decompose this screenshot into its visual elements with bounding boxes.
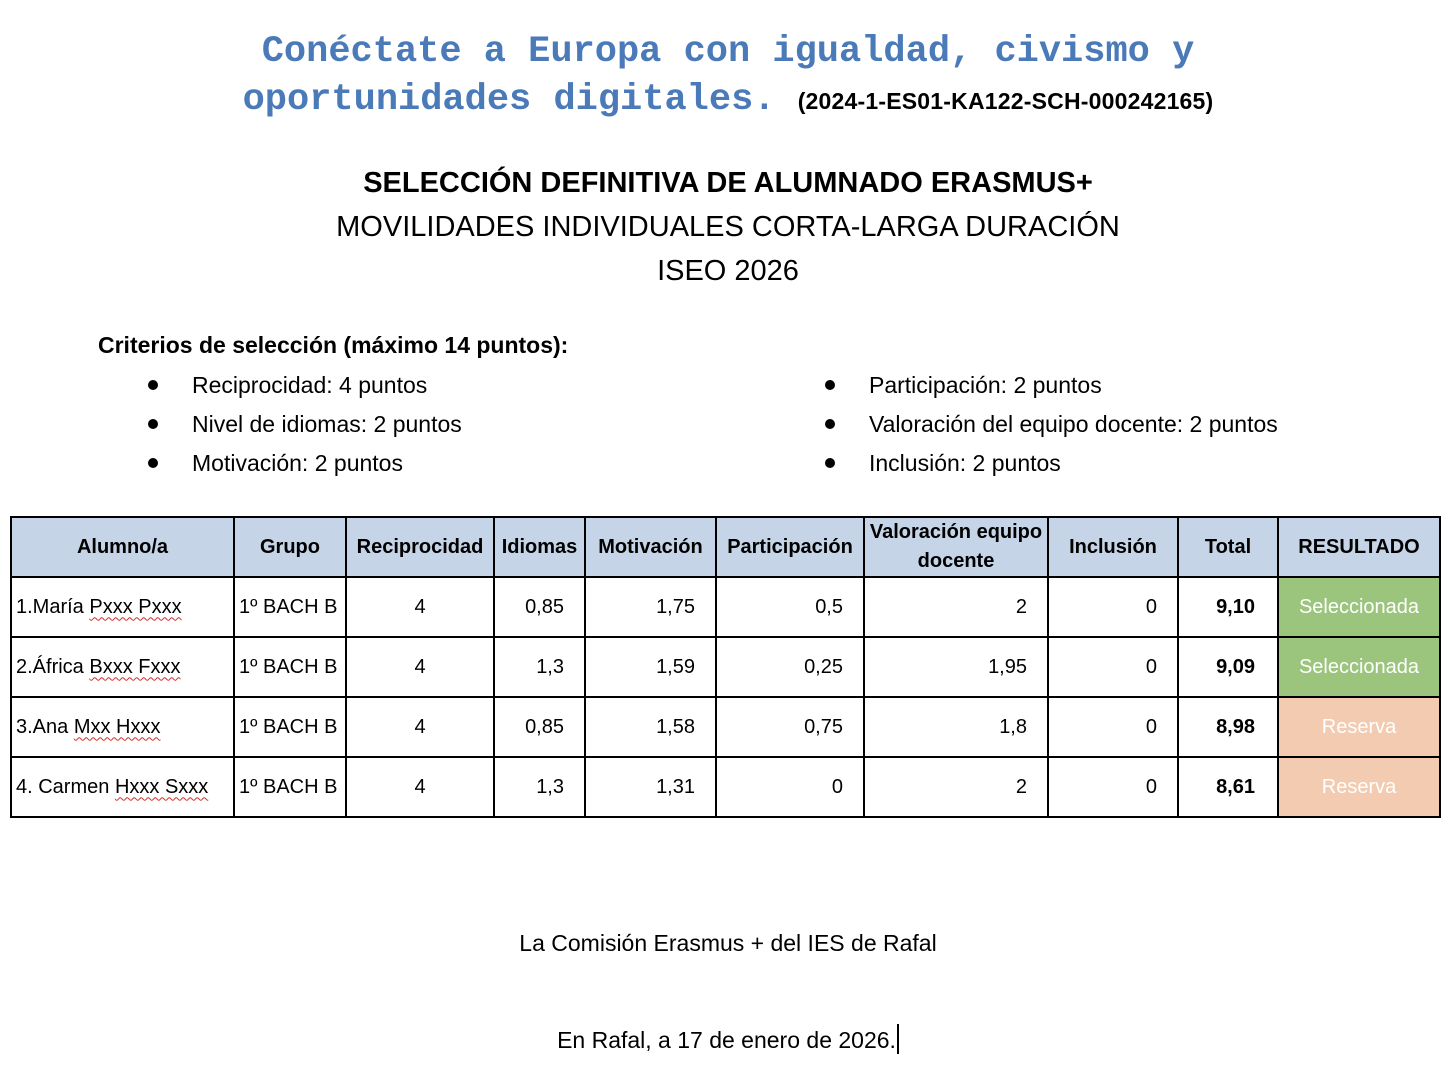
date-line	[0, 1024, 1456, 1055]
cell-resultado: Reserva	[1278, 697, 1440, 757]
student-surnames: Bxxx Fxxx	[89, 655, 181, 678]
header-total: Total	[1178, 517, 1278, 577]
project-title-line-1: Conéctate a Europa con igualdad, civismo y	[261, 31, 1195, 73]
cell-reciprocidad: 4	[346, 577, 494, 637]
commission-signature: La Comisión Erasmus + del IES de Rafal	[519, 930, 937, 956]
cell-resultado: Seleccionada	[1278, 637, 1440, 697]
criteria-item: Motivación: 2 puntos	[145, 448, 462, 487]
cell-group: 1º BACH B	[234, 577, 346, 637]
table-row	[11, 577, 1440, 637]
cell-motivacion: 1,75	[585, 577, 716, 637]
text-cursor	[897, 1024, 899, 1054]
cell-reciprocidad: 4	[346, 697, 494, 757]
bullet-icon	[825, 380, 835, 390]
table-header-row	[11, 517, 1440, 577]
project-title	[0, 28, 1456, 125]
cell-group: 1º BACH B	[234, 757, 346, 817]
cell-inclusion: 0	[1048, 697, 1178, 757]
student-surnames: Hxxx Sxxx	[114, 775, 209, 798]
criteria-list-left	[145, 370, 462, 487]
cell-idiomas: 1,3	[494, 637, 585, 697]
cell-total: 8,98	[1178, 697, 1278, 757]
criteria-item: Inclusión: 2 puntos	[822, 448, 1278, 487]
header-resultado: RESULTADO	[1278, 517, 1440, 577]
table-row	[11, 637, 1440, 697]
cell-total: 9,10	[1178, 577, 1278, 637]
cell-reciprocidad: 4	[346, 637, 494, 697]
date-text: En Rafal, a 17 de enero de 2026.	[557, 1027, 896, 1053]
cell-reciprocidad: 4	[346, 757, 494, 817]
header-alumno: Alumno/a	[11, 517, 234, 577]
cell-valoracion: 2	[864, 757, 1048, 817]
header-valoracion: Valoración equipo docente	[864, 517, 1048, 577]
cell-student-name	[11, 697, 234, 757]
criteria-item: Nivel de idiomas: 2 puntos	[145, 409, 462, 448]
cell-participacion: 0	[716, 757, 864, 817]
cell-total: 9,09	[1178, 637, 1278, 697]
table-row	[11, 757, 1440, 817]
header-inclusion: Inclusión	[1048, 517, 1178, 577]
cell-inclusion: 0	[1048, 637, 1178, 697]
bullet-icon	[148, 419, 158, 429]
cell-motivacion: 1,31	[585, 757, 716, 817]
cell-group: 1º BACH B	[234, 697, 346, 757]
cell-resultado: Seleccionada	[1278, 577, 1440, 637]
cell-motivacion: 1,59	[585, 637, 716, 697]
cell-valoracion: 1,95	[864, 637, 1048, 697]
header-motivacion: Motivación	[585, 517, 716, 577]
cell-idiomas: 0,85	[494, 697, 585, 757]
cell-participacion: 0,25	[716, 637, 864, 697]
selection-table	[10, 516, 1441, 818]
cell-idiomas: 0,85	[494, 577, 585, 637]
header-idiomas: Idiomas	[494, 517, 585, 577]
criteria-item: Participación: 2 puntos	[822, 370, 1278, 409]
student-first-name: 4. Carmen	[16, 775, 115, 798]
cell-student-name	[11, 577, 234, 637]
project-code: (2024-1-ES01-KA122-SCH-000242165)	[797, 88, 1214, 114]
cell-inclusion: 0	[1048, 577, 1178, 637]
cell-participacion: 0,75	[716, 697, 864, 757]
cell-participacion: 0,5	[716, 577, 864, 637]
cell-valoracion: 2	[864, 577, 1048, 637]
table-row	[11, 697, 1440, 757]
student-surnames: Mxx Hxxx	[73, 715, 161, 738]
mobility-subheading: MOVILIDADES INDIVIDUALES CORTA-LARGA DURACIÓN	[336, 211, 1120, 243]
student-first-name: 2.África	[16, 655, 90, 678]
criteria-list-right	[822, 370, 1278, 487]
header-grupo: Grupo	[234, 517, 346, 577]
criteria-item: Reciprocidad: 4 puntos	[145, 370, 462, 409]
student-surnames: Pxxx Pxxx	[89, 595, 182, 618]
iseo-subheading: ISEO 2026	[657, 255, 799, 287]
header-participacion: Participación	[716, 517, 864, 577]
bullet-icon	[825, 419, 835, 429]
criteria-item: Valoración del equipo docente: 2 puntos	[822, 409, 1278, 448]
cell-resultado: Reserva	[1278, 757, 1440, 817]
cell-student-name	[11, 637, 234, 697]
student-first-name: 1.María	[16, 595, 90, 618]
project-title-line-2: oportunidades digitales. (2024-1-ES01-KA122-SCH-000242165)	[242, 79, 1214, 121]
student-first-name: 3.Ana	[16, 715, 74, 738]
cell-group: 1º BACH B	[234, 637, 346, 697]
cell-motivacion: 1,58	[585, 697, 716, 757]
criteria-title: Criterios de selección (máximo 14 puntos):	[98, 332, 569, 358]
cell-student-name	[11, 757, 234, 817]
table-body	[11, 577, 1440, 817]
header-reciprocidad: Reciprocidad	[346, 517, 494, 577]
bullet-icon	[148, 380, 158, 390]
cell-inclusion: 0	[1048, 757, 1178, 817]
cell-total: 8,61	[1178, 757, 1278, 817]
cell-idiomas: 1,3	[494, 757, 585, 817]
bullet-icon	[148, 458, 158, 468]
selection-heading: SELECCIÓN DEFINITIVA DE ALUMNADO ERASMUS+	[363, 167, 1093, 199]
cell-valoracion: 1,8	[864, 697, 1048, 757]
bullet-icon	[825, 458, 835, 468]
